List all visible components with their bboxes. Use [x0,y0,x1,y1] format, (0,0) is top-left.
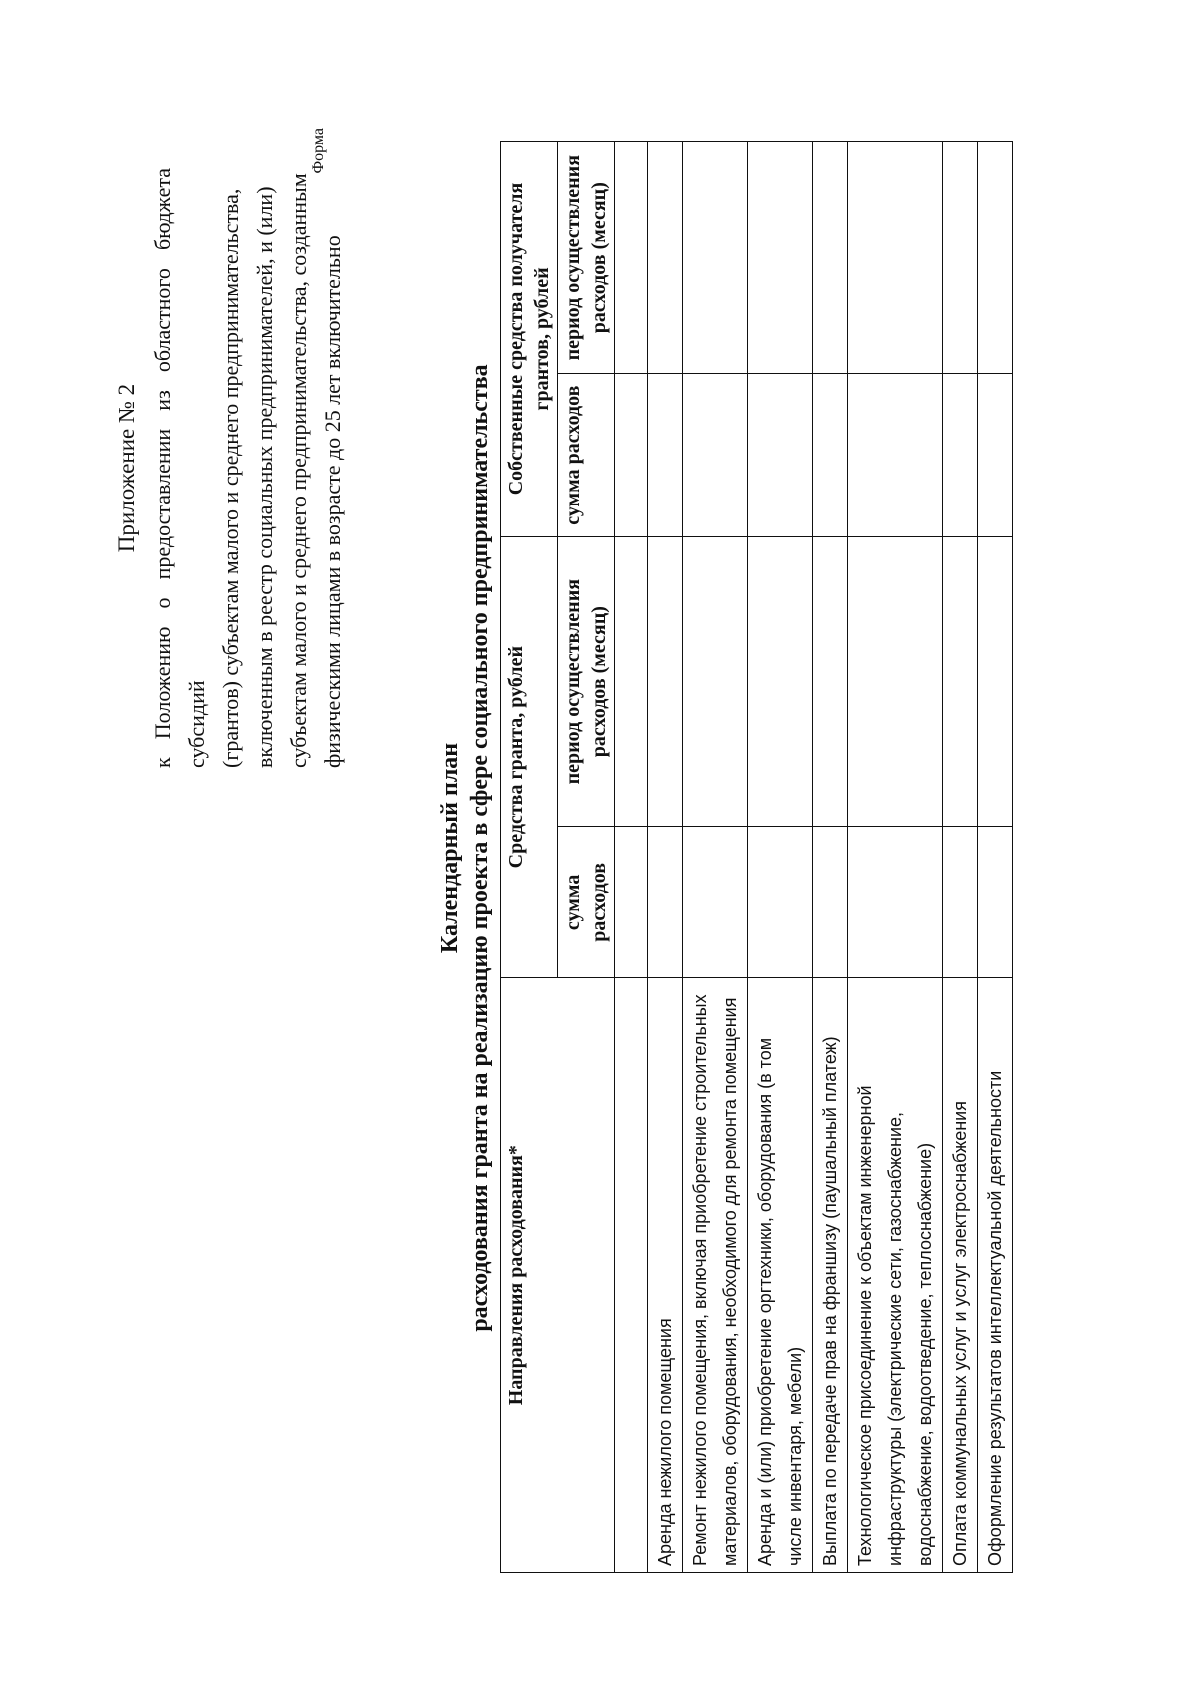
appendix-line: к Положению о предоставлении из областного бюджета субсидий [150,168,209,768]
cell-grant-period[interactable] [978,536,1013,826]
cell-grant-sum[interactable] [748,827,813,978]
header-own-sum: сумма расходов [558,374,615,537]
cell-grant-sum[interactable] [648,827,683,978]
table-row [943,142,978,1573]
table-row [978,142,1013,1573]
table-row [813,142,848,1573]
header-own-funds: Собственные средства получателя грантов, рублей [501,142,558,537]
row-direction: Оплата коммунальных услуг и услуг электроснабжения [943,978,978,1573]
appendix-line: включенным в реестр социальных предпринимателей, и (или) [252,186,277,768]
cell-own-period[interactable] [848,142,943,374]
table-row [848,142,943,1573]
cell-grant-period[interactable] [748,536,813,826]
cell-grant-sum[interactable] [978,827,1013,978]
cell-grant-sum[interactable] [943,827,978,978]
cell-own-sum[interactable] [683,374,748,537]
table-row [748,142,813,1573]
row-direction: Оформление результатов интеллектуальной деятельности [978,978,1013,1573]
cell-own-period[interactable] [978,142,1013,374]
cell-own-period[interactable] [648,142,683,374]
header-grant-funds: Средства гранта, рублей [501,536,558,977]
cell-grant-sum[interactable] [813,827,848,978]
row-direction: Ремонт нежилого помещения, включая приобретение строительных материалов, оборудования, необходимого для ремонта помещения [683,978,748,1573]
row-direction: Аренда и (или) приобретение оргтехники, оборудования (в том числе инвентаря, мебели) [748,978,813,1573]
cell-own-sum[interactable] [848,374,943,537]
cell-grant-period[interactable] [683,536,748,826]
title-line-2: расходования гранта на реализацию проекта в сфере социального предпринимательства [467,364,493,1332]
cell-grant-sum[interactable] [848,827,943,978]
title-line-1: Календарный план [437,742,463,954]
cell-own-sum[interactable] [813,374,848,537]
appendix-block [110,168,350,768]
cell-grant-period[interactable] [648,536,683,826]
cell-grant-period[interactable] [848,536,943,826]
header-direction: Направления расходования* [501,978,615,1573]
row-direction: Выплата по передаче прав на франшизу (паушальный платеж) [813,978,848,1573]
row-direction: Технологическое присоединение к объектам инженерной инфраструктуры (электрические сети, газоснабжение, водоснабжение, водоотведение, теплоснабжение) [848,978,943,1573]
cell-grant-period[interactable] [943,536,978,826]
cell-own-period[interactable] [813,142,848,374]
expense-plan-table [500,141,1013,1573]
cell-own-period[interactable] [683,142,748,374]
table-header-row [501,142,558,1573]
cell-own-period[interactable] [943,142,978,374]
appendix-text [146,168,350,768]
form-label: Форма [310,128,327,174]
cell-grant-period[interactable] [813,536,848,826]
table-row [648,142,683,1573]
document-page [40,68,1160,1628]
cell-own-sum[interactable] [748,374,813,537]
appendix-line: физическими лицами в возрасте до 25 лет включительно [320,235,345,768]
cell-own-sum[interactable] [648,374,683,537]
header-own-period: период осуществления расходов (месяц) [558,142,615,374]
cell-own-sum[interactable] [978,374,1013,537]
appendix-line: субъектам малого и среднего предпринимательства, созданным [286,173,311,768]
cell-grant-sum[interactable] [683,827,748,978]
appendix-number: Приложение № 2 [114,383,139,553]
header-grant-period: период осуществления расходов (месяц) [558,536,615,826]
cell-own-period[interactable] [748,142,813,374]
cell-own-sum[interactable] [943,374,978,537]
row-direction: Аренда нежилого помещения [648,978,683,1573]
appendix-line: (грантов) субъектам малого и среднего предпринимательства, [218,188,243,768]
table-row [683,142,748,1573]
document-title [435,108,495,1588]
table-row-blank [615,142,648,1573]
header-grant-sum: сумма расходов [558,827,615,978]
